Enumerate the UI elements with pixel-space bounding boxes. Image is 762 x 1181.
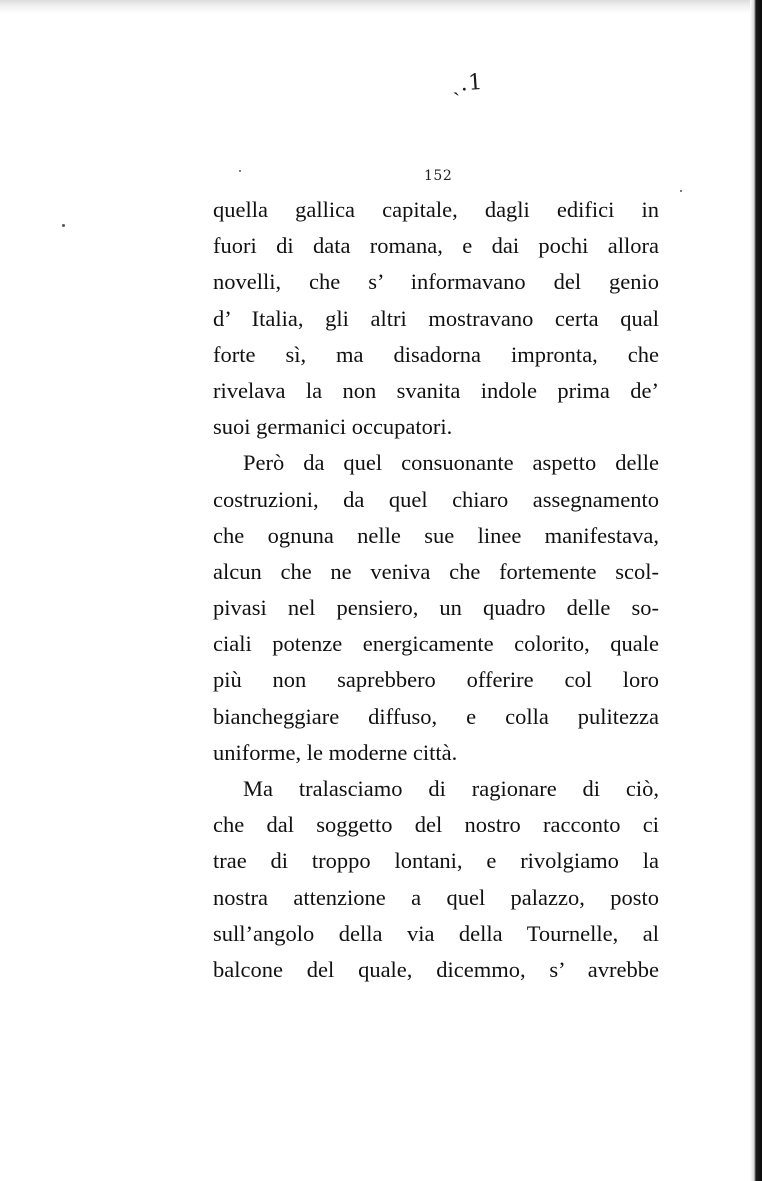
text-line: nostra attenzione a quel palazzo, posto (213, 884, 659, 910)
text-line: ciali potenze energicamente colorito, quale (213, 631, 659, 657)
text-line: Ma tralasciamo di ragionare di ciò, (243, 776, 659, 801)
text-line: sull’angolo della via della Tournelle, al (213, 920, 659, 946)
text-line: uniforme, le moderne città. (213, 739, 458, 765)
text-line: balcone del quale, dicemmo, s’ avrebbe (213, 956, 659, 982)
paragraph-1 (213, 192, 659, 445)
page-number: 152 (424, 168, 453, 184)
text-line: che ognuna nelle sue linee manifestava, (213, 522, 659, 548)
text-line: che dal soggetto del nostro racconto ci (213, 812, 659, 838)
scan-speck (62, 224, 65, 227)
paragraph-2 (213, 445, 659, 771)
text-line: d’ Italia, gli altri mostravano certa qual (213, 305, 659, 331)
text-line: quella gallica capitale, dagli edifici in (213, 197, 659, 222)
text-line: forte sì, ma disadorna impronta, che (213, 341, 659, 367)
text-line: fuori di data romana, e dai pochi allora (213, 233, 659, 259)
paragraph-3 (213, 771, 659, 988)
folio-mark: ˎ.1 (451, 69, 485, 98)
text-line: trae di troppo lontani, e rivolgiamo la (213, 848, 659, 874)
text-line: biancheggiare diffuso, e colla pulitezza (213, 703, 659, 729)
text-line: pivasi nel pensiero, un quadro delle so- (213, 595, 659, 621)
text-line: alcun che ne veniva che fortemente scol- (213, 558, 659, 584)
page-top-shadow (0, 0, 762, 14)
text-line: rivelava la non svanita indole prima de’ (213, 377, 659, 403)
text-line: suoi germanici occupatori. (213, 414, 453, 440)
page-binding-edge (750, 0, 762, 1181)
scan-speck (680, 190, 682, 192)
text-line: più non saprebbero offerire col loro (213, 667, 659, 693)
text-line: novelli, che s’ informavano del genio (213, 269, 659, 295)
body-text (213, 192, 659, 988)
text-line: costruzioni, da quel chiaro assegnamento (213, 486, 659, 512)
text-line: Però da quel consuonante aspetto delle (243, 450, 659, 476)
scan-speck (239, 170, 241, 172)
